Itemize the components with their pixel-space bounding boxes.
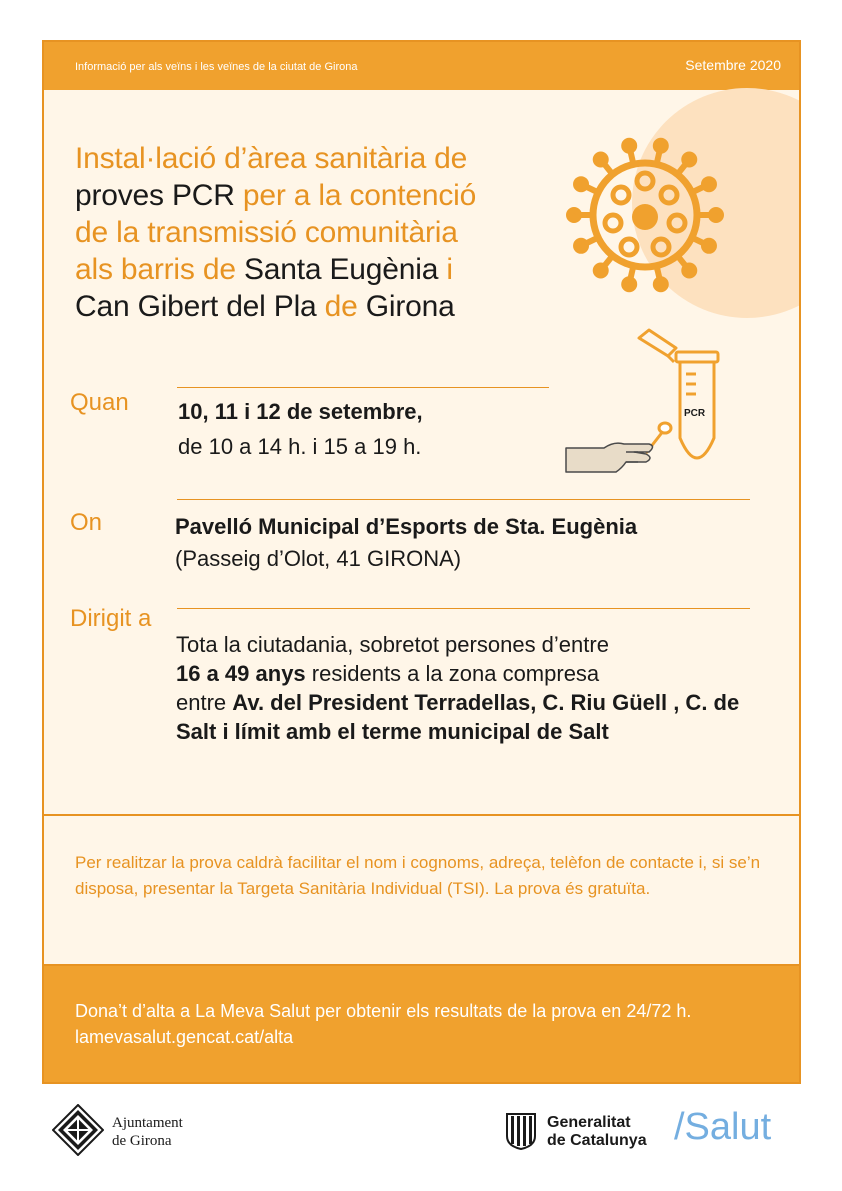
virus-spike-tip bbox=[576, 241, 586, 251]
girona-wordmark: Ajuntament de Girona bbox=[112, 1115, 183, 1149]
where-label: On bbox=[70, 509, 103, 536]
when-hours: de 10 a 14 h. i 15 a 19 h. bbox=[178, 434, 422, 459]
ajuntament-girona-logo bbox=[52, 1104, 252, 1160]
virus-spike-tip bbox=[624, 279, 634, 289]
generalitat-salut-logo bbox=[505, 1106, 805, 1160]
audience-divider bbox=[177, 608, 750, 609]
virus-spike-tip bbox=[596, 154, 606, 164]
virus-spike-tip bbox=[576, 179, 586, 189]
zone-description: Av. del President Terradellas, C. Riu Güell , C. de Salt i límit amb el terme municipal de Salt bbox=[176, 690, 740, 744]
when-dates: 10, 11 i 12 de setembre, bbox=[178, 399, 423, 424]
virus-spike-tip bbox=[656, 141, 666, 151]
virus-spike-tip bbox=[704, 241, 714, 251]
when-label: Quan bbox=[70, 389, 129, 416]
poster-title bbox=[75, 140, 555, 325]
audience-header: Informació per als veïns i les veïnes de la ciutat de Girona bbox=[75, 61, 358, 73]
lamevasalut-link[interactable]: lamevasalut.gencat.cat/alta bbox=[75, 1027, 294, 1047]
title-line: Instal·lació d’àrea sanitària de bbox=[75, 142, 468, 175]
pcr-tube-label: PCR bbox=[684, 408, 706, 419]
requirements-text: Per realitzar la prova caldrà facilitar el nom i cognoms, adreça, telèfon de contacte i, si se’n disposa, presentar la Targeta Sanitària Individual (TSI). La prova és gratuïta. bbox=[75, 853, 761, 898]
virus-spike-tip bbox=[569, 210, 579, 220]
title-line: Can Gibert del Pla de Girona bbox=[75, 290, 455, 323]
where-divider bbox=[177, 499, 750, 500]
where-address: (Passeig d’Olot, 41 GIRONA) bbox=[175, 546, 462, 571]
virus-spike-tip bbox=[684, 266, 694, 276]
when-divider bbox=[177, 387, 549, 388]
title-line: als barris de Santa Eugènia i bbox=[75, 253, 453, 286]
where-venue: Pavelló Municipal d’Esports de Sta. Eugènia bbox=[175, 514, 638, 539]
virus-spike-tip bbox=[684, 154, 694, 164]
title-line: de la transmissió comunitària bbox=[75, 216, 458, 249]
generalitat-wordmark: Generalitat de Catalunya bbox=[547, 1114, 647, 1149]
title-line: proves PCR per a la contenció bbox=[75, 179, 477, 212]
hand-swab-icon bbox=[566, 443, 653, 472]
virus-spike-tip bbox=[704, 179, 714, 189]
header-bar bbox=[44, 42, 799, 90]
section-divider bbox=[44, 814, 799, 816]
pcr-tube-icon bbox=[639, 330, 718, 458]
virus-spike-tip bbox=[656, 279, 666, 289]
audience-label: Dirigit a bbox=[70, 605, 152, 632]
generalitat-emblem-icon bbox=[505, 1112, 537, 1150]
audience-description: Tota la ciutadania, sobretot persones d’entre 16 a 49 anys residents a la zona compresa entre Av. del President Terradellas, C. Riu Güell , C. de Salt i límit amb el terme municipal de Salt bbox=[176, 632, 740, 744]
age-range: 16 a 49 anys bbox=[176, 661, 306, 686]
poster-frame bbox=[42, 40, 801, 1084]
virus-spike-tip bbox=[596, 266, 606, 276]
results-banner bbox=[44, 964, 799, 1084]
girona-emblem-icon bbox=[52, 1104, 104, 1156]
virus-spike-tip bbox=[624, 141, 634, 151]
salut-wordmark: /Salut bbox=[674, 1106, 772, 1148]
pcr-test-illustration bbox=[564, 328, 724, 478]
results-text: Dona’t d’alta a La Meva Salut per obtenir els resultats de la prova en 24/72 h. lamevasalut.gencat.cat/alta bbox=[75, 1001, 692, 1047]
date-header: Setembre 2020 bbox=[685, 57, 781, 73]
virus-spike-tip bbox=[711, 210, 721, 220]
coronavirus-icon bbox=[565, 135, 725, 295]
